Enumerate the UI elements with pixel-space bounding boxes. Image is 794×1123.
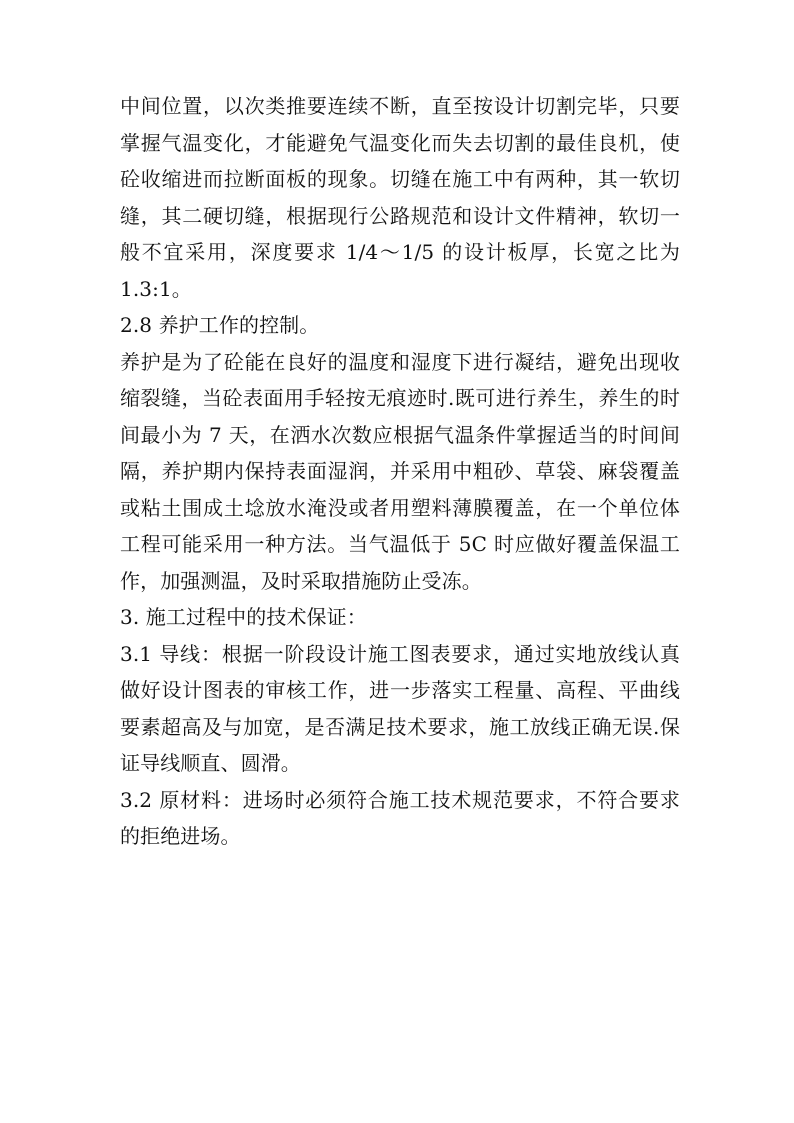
paragraph-curing: 养护是为了砼能在良好的温度和湿度下进行凝结，避免出现收缩裂缝，当砼表面用手轻按无痕迹时.既可进行养生，养生的时间最小为 7 天，在洒水次数应根据气温条件掌握适当的时间间隔，养护期内保持表面湿润，并采用中粗砂、草袋、麻袋覆盖或粘土围成土埝放水淹没或者用塑料薄膜覆盖，在一个单位体工程可能采用一种方法。当气温低于 5C 时应做好覆盖保温工作，加强测温，及时采取措施防止受冻。 bbox=[120, 349, 680, 593]
paragraph-cutting-joints: 中间位置，以次类推要连续不断，直至按设计切割完毕，只要掌握气温变化，才能避免气温变化而失去切割的最佳良机，使砼收缩进而拉断面板的现象。切缝在施工中有两种，其一软切缝，其二硬切缝，根据现行公路规范和设计文件精神，软切一般不宜采用，深度要求 1/4～1/5 的设计板厚，长宽之比为 1.3:1。 bbox=[120, 94, 680, 301]
paragraph-traverse: 3.1 导线：根据一阶段设计施工图表要求，通过实地放线认真做好设计图表的审核工作，进一步落实工程量、高程、平曲线要素超高及与加宽，是否满足技术要求，施工放线正确无误.保证导线顺直、圆滑。 bbox=[120, 641, 680, 775]
section-heading-2-8: 2.8 养护工作的控制。 bbox=[120, 313, 320, 337]
paragraph-raw-materials: 3.2 原材料：进场时必须符合施工技术规范要求，不符合要求的拒绝进场。 bbox=[120, 787, 680, 848]
document-body bbox=[120, 88, 680, 855]
section-heading-3: 3. 施工过程中的技术保证： bbox=[120, 605, 367, 629]
